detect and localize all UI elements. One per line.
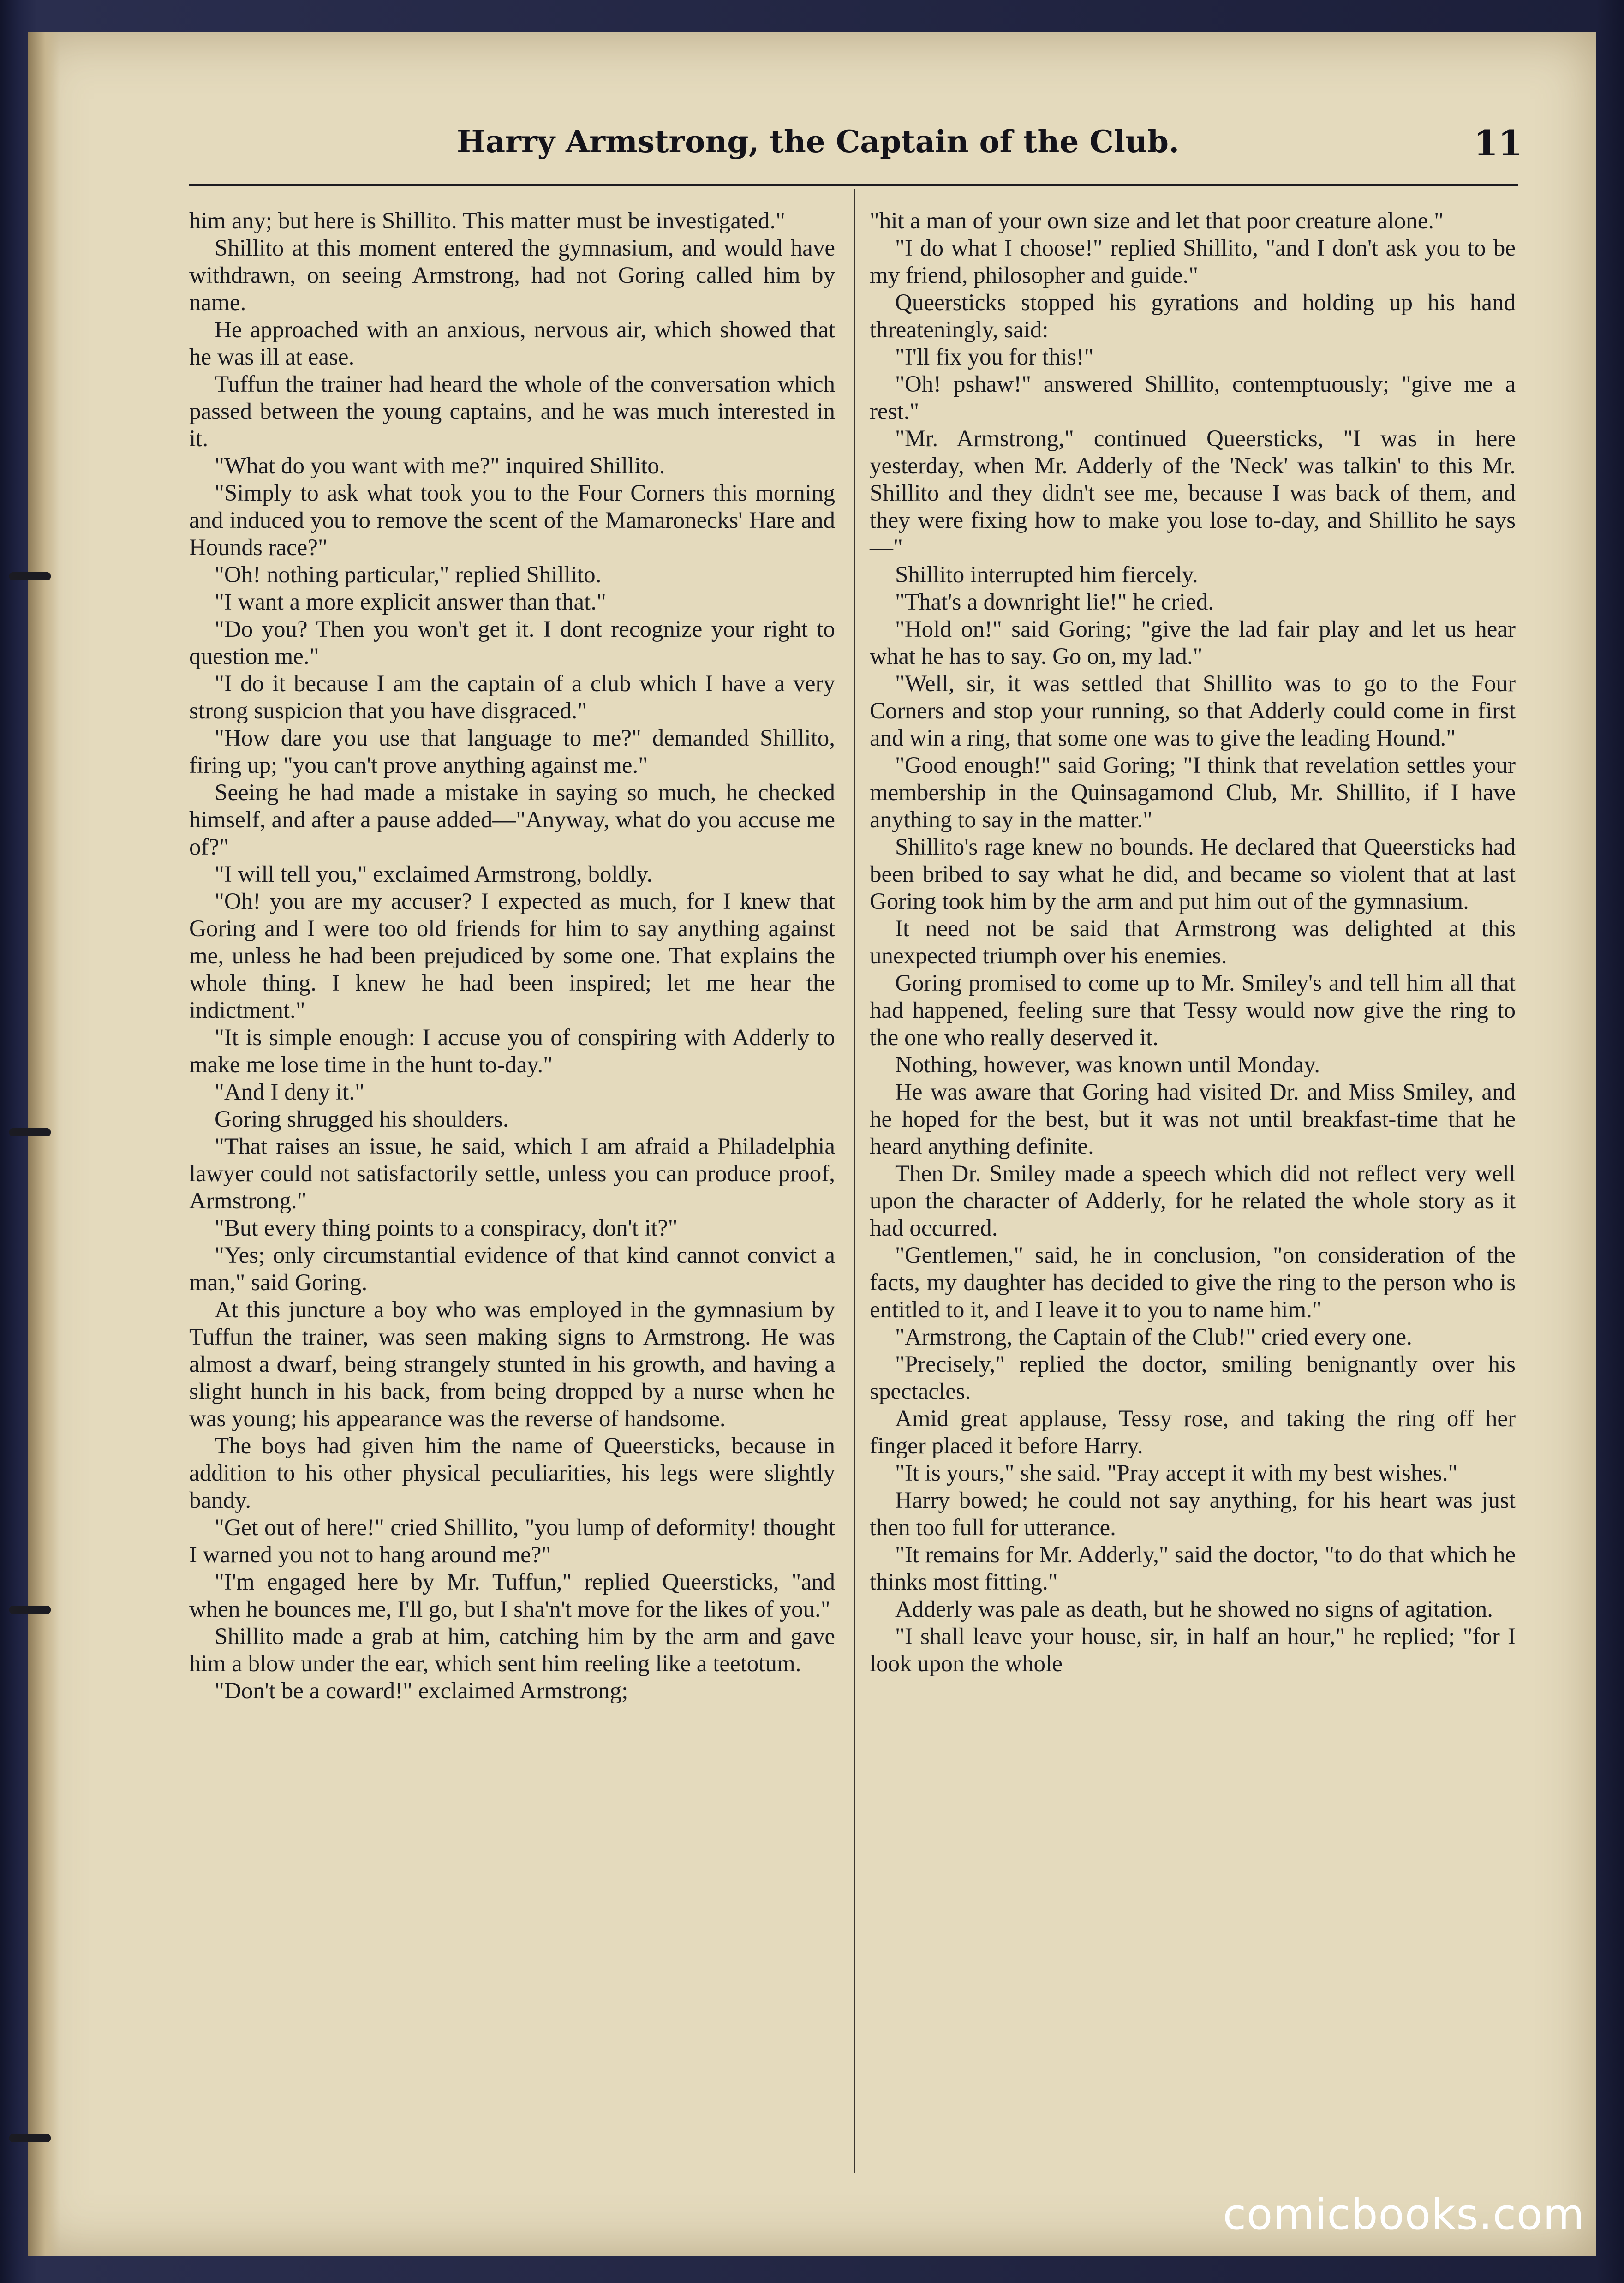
paragraph: "Good enough!" said Goring; "I think that revelation settles your membership in the Quinsagamond Club, Mr. Shillito, if I have anything to say in the matter." [870,753,1516,833]
paragraph: The boys had given him the name of Queersticks, because in addition to his other physical peculiarities, his legs were slightly bandy. [189,1433,835,1513]
paragraph: "Do you? Then you won't get it. I dont recognize your right to question me." [189,616,835,669]
paragraph: He approached with an anxious, nervous air, which showed that he was ill at ease. [189,317,835,370]
paragraph: "Oh! you are my accuser? I expected as much, for I knew that Goring and I were too old friends for him to say anything against me, unless he had been prejudiced by some one. That explains the whole thing. I knew he had been inspired; let me hear the indictment." [189,889,835,1023]
paragraph: "I shall leave your house, sir, in half an hour," he replied; "for I look upon the whole [870,1624,1516,1677]
paragraph: Then Dr. Smiley made a speech which did not reflect very well upon the character of Adderly, for he related the whole story as it had occurred. [870,1161,1516,1241]
paragraph: "Don't be a coward!" exclaimed Armstrong; [215,1678,628,1704]
paragraph: "Gentlemen," said, he in conclusion, "on consideration of the facts, my daughter has decided to give the ring to the person who is entitled to it, and I leave it to you to name him." [870,1243,1516,1323]
paragraph: Harry bowed; he could not say anything, for his heart was just then too full for utterance. [870,1488,1516,1541]
paragraph: "I'm engaged here by Mr. Tuffun," replied Queersticks, "and when he bounces me, I'll go, but I sha'n't move for the likes of you." [189,1569,835,1622]
paragraph: "I do what I choose!" replied Shillito, "and I don't ask you to be my friend, philosopher and guide." [870,235,1516,288]
paragraph: Amid great applause, Tessy rose, and taking the ring off her finger placed it before Harry. [870,1406,1516,1459]
paragraph: "Precisely," replied the doctor, smiling benignantly over his spectacles. [870,1351,1516,1404]
paragraph: "Get out of here!" cried Shillito, "you lump of deformity! thought I warned you not to hang around me?" [189,1515,835,1568]
paragraph: "Hold on!" said Goring; "give the lad fair play and let us hear what he has to say. Go on, my lad." [870,616,1516,669]
paragraph: "Yes; only circumstantial evidence of that kind cannot convict a man," said Goring. [189,1243,835,1296]
header-rule [189,184,1518,186]
paragraph: him any; but here is Shillito. This matter must be investigated." [189,208,785,234]
column-divider [854,189,855,2173]
paragraph: "That raises an issue, he said, which I am afraid a Philadelphia lawyer could not satisfactorily settle, unless you can produce proof, Armstrong." [189,1134,835,1214]
watermark: comicbooks.com [1223,2190,1585,2239]
paragraph: Shillito made a grab at him, catching him by the arm and gave him a blow under the ear, which sent him reeling like a teetotum. [189,1624,835,1677]
paragraph: He was aware that Goring had visited Dr. and Miss Smiley, and he hoped for the best, but it was not until breakfast-time that he heard anything definite. [870,1079,1516,1159]
paragraph: "Simply to ask what took you to the Four Corners this morning and induced you to remove the scent of the Mamaronecks' Hare and Hounds race?" [189,480,835,561]
paragraph: At this juncture a boy who was employed in the gymnasium by Tuffun the trainer, was seen making signs to Armstrong. He was almost a dwarf, being strangely stunted in his growth, and having a slight hunch in his back, from being dropped by a nurse when he was young; his appearance was the reverse of handsome. [189,1297,835,1432]
binding-stitch [9,2134,51,2142]
paragraph: "But every thing points to a conspiracy, don't it?" [215,1215,678,1241]
paragraph: "hit a man of your own size and let that poor creature alone." [870,208,1444,234]
paragraph: "It is yours," she said. "Pray accept it with my best wishes." [895,1460,1458,1486]
paragraph: Shillito at this moment entered the gymnasium, and would have withdrawn, on seeing Armstrong, had not Goring called him by name. [189,235,835,316]
paragraph: "I'll fix you for this!" [895,344,1094,370]
binding-spine [28,32,60,2256]
paragraph: "I do it because I am the captain of a club which I have a very strong suspicion that you have disgraced." [189,671,835,724]
paragraph: "What do you want with me?" inquired Shillito. [215,453,665,479]
page-number: 11 [1474,123,1522,164]
running-head: Harry Armstrong, the Captain of the Club. [457,124,1180,160]
binding-stitch [9,1128,51,1136]
paragraph: "It remains for Mr. Adderly," said the doctor, "to do that which he thinks most fitting." [870,1542,1516,1595]
paragraph: Shillito's rage knew no bounds. He declared that Queersticks had been bribed to say what he did, and became so violent that at last Goring took him by the arm and put him out of the gymnasium. [870,834,1516,914]
binding-stitch [9,572,51,580]
paragraph: Seeing he had made a mistake in saying so much, he checked himself, and after a pause added—"Anyway, what do you accuse me of?" [189,780,835,860]
paragraph: "I will tell you," exclaimed Armstrong, boldly. [215,861,653,887]
left-column [189,208,835,1705]
paragraph: "And I deny it." [215,1079,364,1105]
paragraph: Goring shrugged his shoulders. [215,1106,509,1132]
paragraph: "How dare you use that language to me?" demanded Shillito, firing up; "you can't prove anything against me." [189,725,835,778]
paragraph: "Oh! pshaw!" answered Shillito, contemptuously; "give me a rest." [870,371,1516,424]
paragraph: Queersticks stopped his gyrations and holding up his hand threateningly, said: [870,290,1516,343]
paragraph: "Armstrong, the Captain of the Club!" cried every one. [895,1324,1412,1350]
right-column [870,208,1516,1678]
paragraph: Shillito interrupted him fiercely. [895,562,1198,588]
paragraph: Adderly was pale as death, but he showed no signs of agitation. [895,1596,1493,1622]
paragraph: "It is simple enough: I accuse you of conspiring with Adderly to make me lose time in the hunt to-day." [189,1025,835,1078]
paragraph: "That's a downright lie!" he cried. [895,589,1214,615]
binding-stitch [9,1606,51,1614]
paragraph: "Mr. Armstrong," continued Queersticks, "I was in here yesterday, when Mr. Adderly of the 'Neck' was talkin' to this Mr. Shillito and they didn't see me, because I was back of them, and they were fixing how to make you lose to-day, and Shillito he says—" [870,426,1516,561]
paragraph: Goring promised to come up to Mr. Smiley's and tell him all that had happened, feeling sure that Tessy would now give the ring to the one who really deserved it. [870,970,1516,1051]
paragraph: Tuffun the trainer had heard the whole of the conversation which passed between the young captains, and he was much interested in it. [189,371,835,452]
paragraph: Nothing, however, was known until Monday. [895,1052,1320,1078]
paragraph: It need not be said that Armstrong was delighted at this unexpected triumph over his enemies. [870,916,1516,969]
paragraph: "I want a more explicit answer than that." [215,589,606,615]
paragraph: "Oh! nothing particular," replied Shillito. [215,562,602,588]
paragraph: "Well, sir, it was settled that Shillito was to go to the Four Corners and stop your running, so that Adderly could come in first and win a ring, that some one was to give the leading Hound." [870,671,1516,751]
page-header [185,124,1522,174]
